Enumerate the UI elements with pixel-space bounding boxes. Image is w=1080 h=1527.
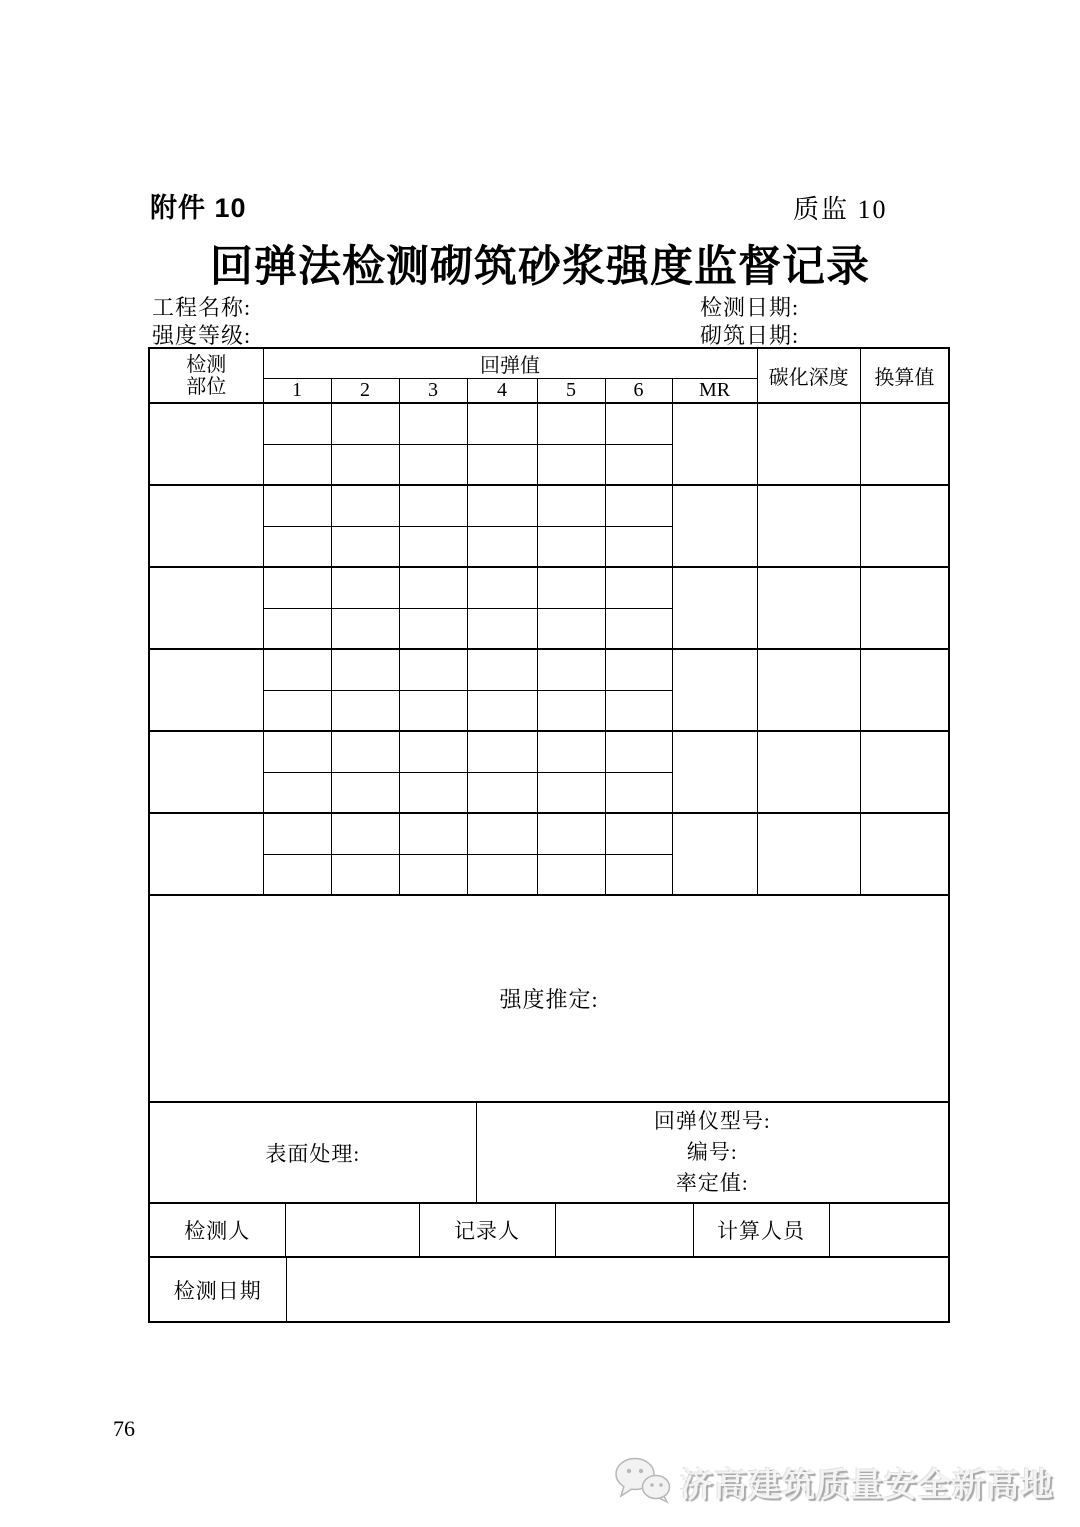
cell-rebound-reading	[537, 526, 605, 567]
header-subcol-2: 2	[331, 379, 399, 404]
cell-rebound-reading	[331, 485, 399, 526]
cell-rebound-reading	[537, 772, 605, 813]
cell-mr-value	[672, 567, 757, 649]
cell-carbonation-depth	[757, 649, 860, 731]
header-subcol-3: 3	[399, 379, 467, 404]
cell-rebound-reading	[331, 690, 399, 731]
strength-estimation-section	[148, 894, 950, 1103]
cell-rebound-reading	[263, 772, 331, 813]
cell-rebound-reading	[331, 813, 399, 854]
cell-carbonation-depth	[757, 567, 860, 649]
cell-conversion-value	[860, 403, 949, 485]
strength-grade-label: 强度等级:	[152, 323, 252, 348]
cell-conversion-value	[860, 731, 949, 813]
cell-rebound-reading	[467, 608, 537, 649]
header-subcol-6: 6	[605, 379, 672, 404]
cell-rebound-reading	[605, 649, 672, 690]
calculator-value-cell	[829, 1203, 949, 1257]
cell-rebound-reading	[467, 731, 537, 772]
cell-rebound-reading	[537, 690, 605, 731]
cell-rebound-reading	[605, 772, 672, 813]
cell-rebound-reading	[263, 813, 331, 854]
cell-carbonation-depth	[757, 813, 860, 895]
cell-mr-value	[672, 731, 757, 813]
cell-rebound-reading	[263, 567, 331, 608]
cell-rebound-reading	[605, 526, 672, 567]
attachment-label: 附件 10	[150, 193, 247, 223]
cell-carbonation-depth	[757, 485, 860, 567]
header-subcol-4: 4	[467, 379, 537, 404]
cell-rebound-reading	[399, 690, 467, 731]
cell-rebound-reading	[399, 485, 467, 526]
cell-rebound-reading	[537, 649, 605, 690]
cell-rebound-reading	[605, 444, 672, 485]
cell-rebound-reading	[605, 567, 672, 608]
test-date-value-cell	[286, 1257, 949, 1322]
header-detection-location: 检测 部位	[149, 348, 263, 403]
project-name-label: 工程名称:	[152, 295, 252, 320]
signature-row	[148, 1202, 950, 1258]
watermark-text: 济高建筑质量安全新高地	[680, 1466, 1054, 1503]
header-subcol-1: 1	[263, 379, 331, 404]
cell-rebound-reading	[399, 526, 467, 567]
cell-rebound-reading	[537, 403, 605, 444]
page-title: 回弹法检测砌筑砂浆强度监督记录	[210, 244, 870, 291]
cell-rebound-reading	[399, 608, 467, 649]
cell-rebound-reading	[467, 526, 537, 567]
cell-conversion-value	[860, 485, 949, 567]
record-form-tables	[148, 347, 948, 1323]
cell-rebound-reading	[605, 813, 672, 854]
cell-mr-value	[672, 485, 757, 567]
cell-rebound-reading	[331, 526, 399, 567]
surface-treatment-cell: 表面处理:	[149, 1102, 476, 1203]
cell-rebound-reading	[331, 854, 399, 895]
cell-rebound-reading	[331, 403, 399, 444]
wechat-icon	[614, 1456, 672, 1509]
cell-rebound-reading	[399, 813, 467, 854]
cell-conversion-value	[860, 567, 949, 649]
cell-carbonation-depth	[757, 403, 860, 485]
masonry-date-label: 砌筑日期:	[700, 323, 800, 348]
cell-rebound-reading	[263, 485, 331, 526]
header-subcol-5: 5	[537, 379, 605, 404]
watermark	[614, 1456, 1054, 1509]
cell-rebound-reading	[537, 813, 605, 854]
cell-rebound-reading	[263, 854, 331, 895]
recorder-label: 记录人	[419, 1203, 555, 1257]
cell-rebound-reading	[263, 690, 331, 731]
calculator-label: 计算人员	[693, 1203, 829, 1257]
cell-rebound-reading	[467, 567, 537, 608]
cell-rebound-reading	[263, 444, 331, 485]
cell-rebound-reading	[467, 403, 537, 444]
cell-rebound-reading	[467, 649, 537, 690]
cell-rebound-reading	[331, 444, 399, 485]
cell-detection-location	[149, 403, 263, 485]
cell-rebound-reading	[331, 731, 399, 772]
cell-rebound-reading	[331, 567, 399, 608]
cell-rebound-reading	[263, 649, 331, 690]
test-date-row-label: 检测日期	[149, 1257, 286, 1322]
cell-rebound-reading	[399, 854, 467, 895]
cell-conversion-value	[860, 649, 949, 731]
header-conversion-value: 换算值	[860, 348, 949, 403]
cell-rebound-reading	[467, 813, 537, 854]
surface-treatment-section	[148, 1101, 950, 1204]
cell-rebound-reading	[399, 444, 467, 485]
instrument-model-label: 回弹仪型号:	[653, 1109, 771, 1133]
cell-rebound-reading	[399, 649, 467, 690]
header-carbonation-depth: 碳化深度	[757, 348, 860, 403]
cell-carbonation-depth	[757, 731, 860, 813]
instrument-serial-label: 编号:	[686, 1140, 738, 1164]
cell-conversion-value	[860, 813, 949, 895]
cell-rebound-reading	[331, 772, 399, 813]
cell-mr-value	[672, 403, 757, 485]
cell-rebound-reading	[537, 444, 605, 485]
instrument-calibration-label: 率定值:	[675, 1171, 749, 1195]
cell-detection-location	[149, 649, 263, 731]
header-rebound-value: 回弹值	[263, 348, 757, 379]
cell-rebound-reading	[537, 854, 605, 895]
cell-rebound-reading	[605, 690, 672, 731]
cell-rebound-reading	[537, 731, 605, 772]
cell-rebound-reading	[605, 608, 672, 649]
tester-value-cell	[285, 1203, 419, 1257]
cell-rebound-reading	[537, 485, 605, 526]
cell-mr-value	[672, 813, 757, 895]
cell-rebound-reading	[399, 772, 467, 813]
cell-rebound-reading	[399, 567, 467, 608]
rebound-value-table	[148, 347, 950, 896]
cell-detection-location	[149, 567, 263, 649]
cell-rebound-reading	[537, 567, 605, 608]
cell-rebound-reading	[605, 854, 672, 895]
cell-detection-location	[149, 485, 263, 567]
tester-label: 检测人	[149, 1203, 285, 1257]
cell-rebound-reading	[467, 854, 537, 895]
cell-rebound-reading	[605, 731, 672, 772]
cell-rebound-reading	[263, 608, 331, 649]
cell-rebound-reading	[263, 731, 331, 772]
doc-code-label: 质监 10	[793, 195, 888, 224]
cell-rebound-reading	[605, 485, 672, 526]
cell-rebound-reading	[605, 403, 672, 444]
cell-rebound-reading	[537, 608, 605, 649]
cell-detection-location	[149, 813, 263, 895]
cell-rebound-reading	[467, 690, 537, 731]
recorder-value-cell	[555, 1203, 693, 1257]
cell-detection-location	[149, 731, 263, 813]
page-number: 76	[113, 1416, 135, 1441]
cell-rebound-reading	[263, 526, 331, 567]
header-subcol-mr: MR	[672, 379, 757, 404]
cell-rebound-reading	[399, 403, 467, 444]
cell-rebound-reading	[467, 485, 537, 526]
cell-rebound-reading	[331, 608, 399, 649]
cell-rebound-reading	[399, 731, 467, 772]
cell-rebound-reading	[263, 403, 331, 444]
test-date-row	[148, 1256, 950, 1323]
cell-mr-value	[672, 649, 757, 731]
instrument-info-cell	[476, 1102, 949, 1203]
cell-rebound-reading	[467, 772, 537, 813]
strength-estimation-cell: 强度推定:	[149, 895, 949, 1102]
cell-rebound-reading	[467, 444, 537, 485]
test-date-label: 检测日期:	[700, 295, 800, 320]
cell-rebound-reading	[331, 649, 399, 690]
